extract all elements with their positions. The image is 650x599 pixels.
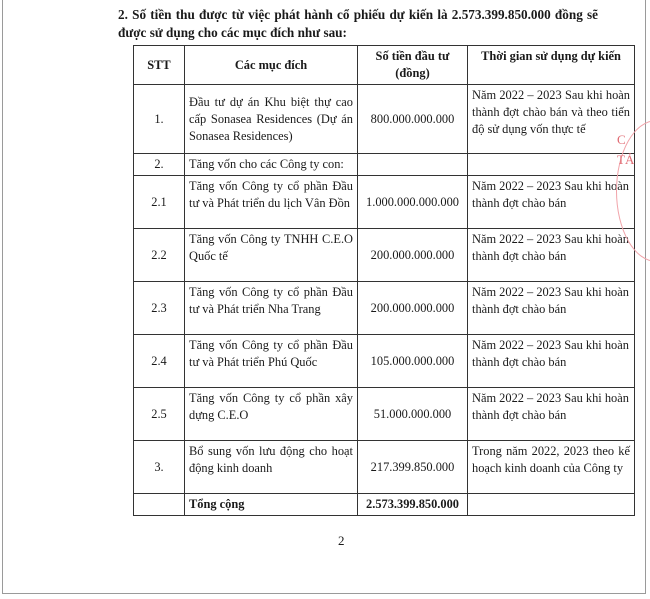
row-stt: 2.5	[134, 388, 185, 441]
row-purpose: Tăng vốn Công ty TNHH C.E.O Quốc tế	[185, 229, 358, 282]
row-purpose: Tăng vốn cho các Công ty con:	[185, 154, 358, 176]
row-amount: 1.000.000.000.000	[358, 176, 468, 229]
row-time: Năm 2022 – 2023 Sau khi hoàn thành đợt chào bán và theo tiến độ sử dụng vốn thực tế	[468, 85, 635, 154]
page-number: 2	[338, 533, 345, 548]
row-stt: 2.3	[134, 282, 185, 335]
row-time	[468, 154, 635, 176]
row-amount: 217.399.850.000	[358, 441, 468, 494]
row-stt: 2.4	[134, 335, 185, 388]
row-amount: 800.000.000.000	[358, 85, 468, 154]
table-row	[134, 176, 635, 229]
stamp-text: TẢ	[617, 152, 635, 167]
row-amount: 51.000.000.000	[358, 388, 468, 441]
row-amount: 200.000.000.000	[358, 229, 468, 282]
table-row	[134, 388, 635, 441]
table-header-row	[134, 46, 635, 85]
total-time-cell	[468, 494, 635, 516]
table-row	[134, 85, 635, 154]
table-row	[134, 282, 635, 335]
total-label: Tổng cộng	[185, 494, 358, 516]
row-purpose: Tăng vốn Công ty cổ phần Đầu tư và Phát triển Nha Trang	[185, 282, 358, 335]
total-amount: 2.573.399.850.000	[358, 494, 468, 516]
row-purpose: Tăng vốn Công ty cổ phần Đầu tư và Phát triển Phú Quốc	[185, 335, 358, 388]
row-stt: 2.2	[134, 229, 185, 282]
stamp-text: C	[617, 132, 626, 147]
row-time: Trong năm 2022, 2023 theo kế hoạch kinh doanh của Công ty	[468, 441, 635, 494]
col-purpose-header: Các mục đích	[185, 46, 358, 85]
row-time: Năm 2022 – 2023 Sau khi hoàn thành đợt chào bán	[468, 176, 635, 229]
total-row	[134, 494, 635, 516]
col-amount-header: Số tiền đầu tư (đồng)	[358, 46, 468, 85]
col-stt-header: STT	[134, 46, 185, 85]
section-heading: 2. Số tiền thu được từ việc phát hành cổ phiếu dự kiến là 2.573.399.850.000 đồng sẽ được sử dụng cho các mục đích như sau:	[118, 7, 598, 40]
row-purpose: Tăng vốn Công ty cổ phần xây dựng C.E.O	[185, 388, 358, 441]
row-purpose: Tăng vốn Công ty cổ phần Đầu tư và Phát triển du lịch Vân Đồn	[185, 176, 358, 229]
table-row	[134, 335, 635, 388]
allocation-table	[133, 45, 635, 516]
red-stamp	[617, 130, 650, 260]
row-time: Năm 2022 – 2023 Sau khi hoàn thành đợt chào bán	[468, 388, 635, 441]
row-amount	[358, 154, 468, 176]
row-stt: 2.	[134, 154, 185, 176]
table-row	[134, 229, 635, 282]
row-purpose: Đầu tư dự án Khu biệt thự cao cấp Sonasea Residences (Dự án Sonasea Residences)	[185, 85, 358, 154]
row-stt: 3.	[134, 441, 185, 494]
row-amount: 200.000.000.000	[358, 282, 468, 335]
table-row	[134, 441, 635, 494]
row-amount: 105.000.000.000	[358, 335, 468, 388]
row-time: Năm 2022 – 2023 Sau khi hoàn thành đợt chào bán	[468, 282, 635, 335]
row-stt: 1.	[134, 85, 185, 154]
col-time-header: Thời gian sử dụng dự kiến	[468, 46, 635, 85]
row-stt: 2.1	[134, 176, 185, 229]
row-time: Năm 2022 – 2023 Sau khi hoàn thành đợt chào bán	[468, 229, 635, 282]
row-time: Năm 2022 – 2023 Sau khi hoàn thành đợt chào bán	[468, 335, 635, 388]
table-row	[134, 154, 635, 176]
total-stt-cell	[134, 494, 185, 516]
row-purpose: Bổ sung vốn lưu động cho hoạt động kinh doanh	[185, 441, 358, 494]
